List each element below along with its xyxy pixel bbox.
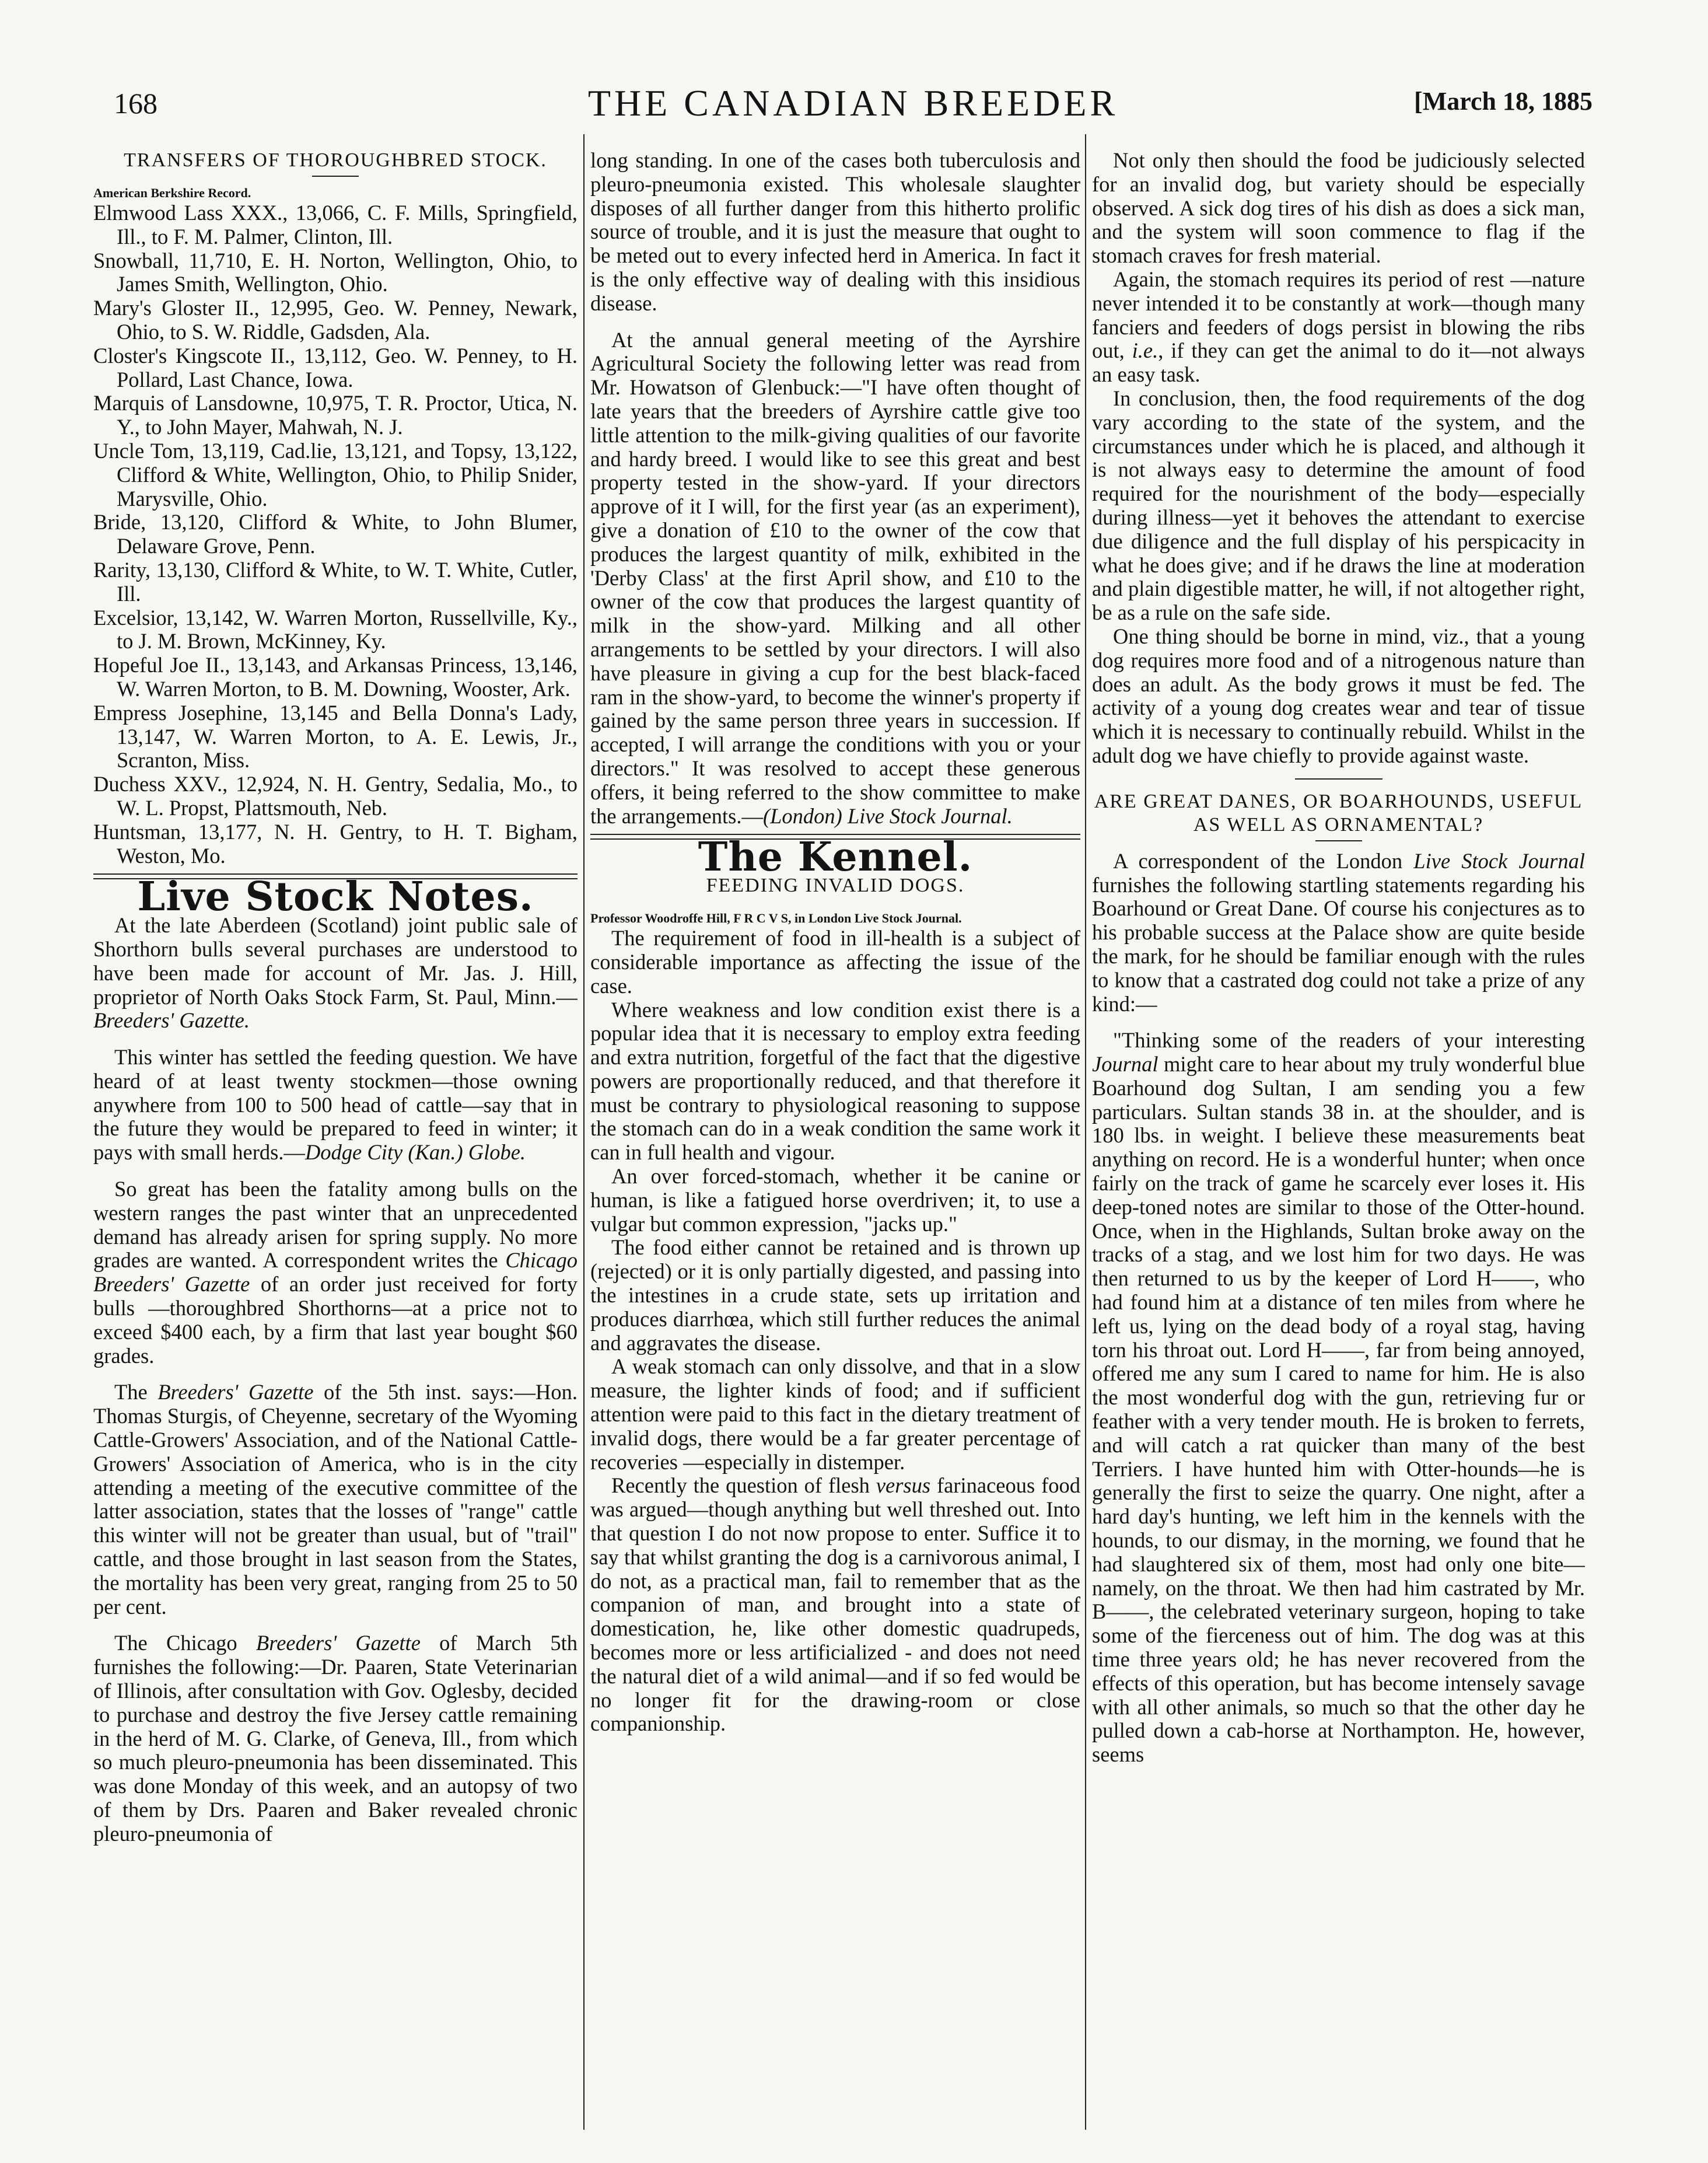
article-paragraph: "Thinking some of the readers of your interesting Journal might care to hear about my truly wonderful blue Boarhound dog Sultan, I am sending you a few particulars. Sultan stands 38 in. at the shoulder, and is 180 lbs. in weight. I believe these measurements beat anything on record. He is a wonderful hunter; when once fairly on the track of game he scarcely ever loses it. His deep-toned notes are similar to those of the Otter-hound. Once, when in the Highlands, Sultan broke away on the tracks of a stag, and we lost him for two days. He was then returned to us by the keeper of Lord H——, who had found him at a distance of ten miles from where he left us, lying on the dead body of a royal stag, having torn his throat out. Lord H——, far from being annoyed, offered me any sum I cared to name for him. He is also the most wonderful dog with the gun, retrieving fur or feather with a very tender mouth. He is broken to ferrets, and will catch a rat quicker than many of the best Terriers. I have hunted him with Otter-hounds—he is generally the first to seize the quarry. One night, after a hard day's hunting, we left him in the kennels with the hounds, to our dismay, in the morning, we found that he had slaughtered six of them, most had only one bite—namely, on the throat. We then had him castrated by Mr. B——, the celebrated veterinary surgeon, hoping to take some of the fierceness out of him. The dog was at this time three years old; he has never recovered from the effects of this operation, but has become intensely savage with all other animals, so much so that the other day he pulled down a cab-horse at Northampton. He, however, seems	[1092, 1028, 1585, 1767]
article-paragraph: One thing should be borne in mind, viz., that a young dog requires more food and of a nitrogenous nature than does an adult. As the body grows it must be fed. The activity of a young dog creates wear and tear of tissue which it is necessary to continually rebuild. Whilst in the adult dog we have chiefly to provide against waste.	[1092, 624, 1585, 767]
column-2	[590, 149, 1080, 2121]
transfer-entry: Marquis of Lansdowne, 10,975, T. R. Proctor, Utica, N. Y., to John Mayer, Mahwah, N. J.	[93, 391, 578, 439]
section-rule	[1295, 778, 1382, 780]
transfer-entry: Hopeful Joe II., 13,143, and Arkansas Princess, 13,146, W. Warren Morton, to B. M. Downing, Wooster, Ark.	[93, 653, 578, 701]
newspaper-title: THE CANADIAN BREEDER	[587, 82, 1119, 124]
column-1	[93, 149, 578, 2121]
transfer-entry: Closter's Kingscote II., 13,112, Geo. W. Penney, to H. Pollard, Last Chance, Iowa.	[93, 343, 578, 392]
masthead	[114, 82, 1592, 128]
transfer-entry: Rarity, 13,130, Clifford & White, to W. T. White, Cutler, Ill.	[93, 557, 578, 606]
article-paragraph: At the annual general meeting of the Ayrshire Agricultural Society the following letter was read from Mr. Howatson of Glenbuck:—"I have often thought of late years that the breeders of Ayrshire cattle give too little attention to the milk-giving qualities of our favorite and hardy breed. I would like to see this great and best property tested in the show-yard. If your directors approve of it I will, for the first year (as an experiment), give a donation of £10 to the owner of the cow that produces the largest quantity of milk, exhibited in the 'Derby Class' at the first April show, and £10 to the owner of the cow that produces the largest quantity of milk in the show-yard. Milking and all other arrangements to be settled by your directors. I will also have pleasure in giving a cup for the best black-faced ram in the show-yard, to become the winner's property if gained by the same person three years in succession. If accepted, I will arrange the conditions with you or your directors." It was resolved to accept these generous offers, it being referred to the show committee to make the arrangements.—(London) Live Stock Journal.	[590, 327, 1080, 828]
page-number: 168	[114, 87, 158, 120]
article-paragraph: Where weakness and low condition exist there is a popular idea that it is necessary to employ extra feeding and extra nutrition, forgetful of the fact that the digestive powers are proportionally reduced, and that therefore it must be contrary to physiological reasoning to suppose the stomach can do in a weak condition the same work it can in full health and vigour.	[590, 997, 1080, 1165]
transfer-entry: Mary's Gloster II., 12,995, Geo. W. Penney, Newark, Ohio, to S. W. Riddle, Gadsden, Ala.	[93, 296, 578, 344]
column-3	[1092, 149, 1585, 2121]
column-divider	[1085, 134, 1086, 2130]
great-danes-heading: ARE GREAT DANES, OR BOARHOUNDS, USEFUL AS WELL AS ORNAMENTAL?	[1094, 790, 1583, 836]
article-paragraph: long standing. In one of the cases both tuberculosis and pleuro-pneumonia existed. This wholesale slaughter disposes of all further danger from this hitherto prolific source of trouble, and it is just the measure that ought to be meted out to every infected herd in America. In fact it is the only effective way of dealing with this insidious disease.	[590, 149, 1080, 315]
article-paragraph: An over forced-stomach, whether it be canine or human, is like a fatigued horse overdriven; it, to use a vulgar but common expression, "jacks up."	[590, 1164, 1080, 1236]
article-paragraph: This winter has settled the feeding question. We have heard of at least twenty stockmen—those owning anywhere from 100 to 500 head of cattle—say that in the future they would be prepared to feed in winter; it pays with small herds.—Dodge City (Kan.) Globe.	[93, 1045, 578, 1165]
byline: Professor Woodroffe Hill, F R C V S, in London Live Stock Journal.	[590, 911, 962, 926]
transfer-entry: Snowball, 11,710, E. H. Norton, Wellington, Ohio, to James Smith, Wellington, Ohio.	[93, 248, 578, 296]
article-paragraph: So great has been the fatality among bulls on the western ranges the past winter that an unprecedented demand has already arisen for spring supply. No more grades are wanted. A correspondent writes the Chicago Breeders' Gazette of an order just received for forty bulls —thoroughbred Shorthorns—at a price not to exceed $400 each, by a firm that last year bought $60 grades.	[93, 1177, 578, 1368]
article-paragraph: Again, the stomach requires its period of rest —nature never intended it to be constantly at work—though many fanciers and feeders of dogs persist in blowing the ribs out, i.e., if they can get the animal to do it—not always an easy task.	[1092, 267, 1585, 387]
article-paragraph: Not only then should the food be judiciously selected for an invalid dog, but variety should be especially observed. A sick dog tires of his dish as does a sick man, and the system will soon commence to flag if the stomach craves for fresh material.	[1092, 149, 1585, 268]
transfer-entry: Uncle Tom, 13,119, Cad.lie, 13,121, and Topsy, 13,122, Clifford & White, Wellington, Ohio, to Philip Snider, Marysville, Ohio.	[93, 438, 578, 511]
article-paragraph: The Chicago Breeders' Gazette of March 5th furnishes the following:—Dr. Paaren, State Veterinarian of Illinois, after consultation with Gov. Oglesby, decided to purchase and destroy the five Jersey cattle remaining in the herd of M. G. Clarke, of Geneva, Ill., from which so much pleuro-pneumonia has been disseminated. This was done Monday of this week, and an autopsy of two of them by Drs. Paaren and Baker revealed chronic pleuro-pneumonia of	[93, 1631, 578, 1846]
transfer-entry: Duchess XXV., 12,924, N. H. Gentry, Sedalia, Mo., to W. L. Propst, Plattsmouth, Neb.	[93, 772, 578, 820]
article-paragraph: At the late Aberdeen (Scotland) joint public sale of Shorthorn bulls several purchases are understood to have been made for account of Mr. Jas. J. Hill, proprietor of North Oaks Stock Farm, St. Paul, Minn.—Breeders' Gazette.	[93, 913, 578, 1033]
transfer-entry: Excelsior, 13,142, W. Warren Morton, Russellville, Ky., to J. M. Brown, McKinney, Ky.	[93, 605, 578, 654]
transfer-entry: Huntsman, 13,177, N. H. Gentry, to H. T. Bigham, Weston, Mo.	[93, 819, 578, 868]
article-paragraph: The requirement of food in ill-health is a subject of considerable importance as affecting the issue of the case.	[590, 926, 1080, 998]
heading-rule	[1315, 840, 1362, 841]
transfer-entry: Empress Josephine, 13,145 and Bella Donna's Lady, 13,147, W. Warren Morton, to A. E. Lewis, Jr., Scranton, Miss.	[93, 700, 578, 773]
article-paragraph: A weak stomach can only dissolve, and that in a slow measure, the lighter kinds of food; and if sufficient attention were paid to this fact in the dietary treatment of invalid dogs, there would be a far greater percentage of recoveries —especially in distemper.	[590, 1354, 1080, 1474]
transfers-heading: TRANSFERS OF THOROUGHBRED STOCK.	[124, 149, 547, 171]
transfer-entry: Bride, 13,120, Clifford & White, to John Blumer, Delaware Grove, Penn.	[93, 510, 578, 558]
article-paragraph: A correspondent of the London Live Stock Journal furnishes the following startling statements regarding his Boarhound or Great Dane. Of course his conjectures as to his probable success at the Palace show are quite beside the mark, for he should be familiar enough with the rules to know that a castrated dog could not take a prize of any kind:—	[1092, 848, 1585, 1016]
transfer-entry: Elmwood Lass XXX., 13,066, C. F. Mills, Springfield, Ill., to F. M. Palmer, Clinton, Ill.	[93, 201, 578, 249]
article-paragraph: Recently the question of flesh versus farinaceous food was argued—though anything but well threshed out. Into that question I do not now propose to enter. Suffice it to say that whilst granting the dog is a carnivorous animal, I do not, as a practical man, fail to remember that as the companion of man, and brought into a state of domestication, he, like other domestic quadrupeds, becomes more or less artificialized - and does not need the natural diet of a wild animal—and if so fed would be no longer fit for the drawing-room or close companionship.	[590, 1473, 1080, 1736]
article-paragraph: In conclusion, then, the food requirements of the dog vary according to the state of the system, and the circumstances under which he is placed, and although it is not always easy to determine the amount of food required for the nourishment of the body—especially during illness—yet it behoves the attendant to exercise due diligence and the full display of his perspicacity in what he does give; and if he draws the line at moderation and plain digestible matter, he will, if not altogether right, be as a rule on the safe side.	[1092, 386, 1585, 625]
feeding-invalid-dogs-heading: FEEDING INVALID DOGS.	[706, 875, 965, 897]
article-paragraph: The Breeders' Gazette of the 5th inst. says:—Hon. Thomas Sturgis, of Cheyenne, secretary of the Wyoming Cattle-Growers' Association, and of the National Cattle-Growers' Association of America, who is in the city attending a meeting of the executive committee of the latter association, states that the losses of "range" cattle this winter will not be greater than usual, but of "trail" cattle, and those brought in last season from the States, the mortality has been very great, ranging from 25 to 50 per cent.	[93, 1380, 578, 1619]
live-stock-notes-heading: Live Stock Notes.	[137, 873, 534, 921]
kennel-heading: The Kennel.	[698, 834, 973, 881]
record-label: American Berkshire Record.	[93, 186, 251, 200]
heading-rule	[312, 176, 359, 177]
column-divider	[583, 134, 584, 2130]
article-paragraph: The food either cannot be retained and is thrown up (rejected) or it is only partially digested, and passing into the intestines in a crude state, sets up irritation and produces diarrhœa, which still further reduces the animal and aggravates the disease.	[590, 1235, 1080, 1355]
issue-date: [March 18, 1885	[1414, 87, 1592, 116]
